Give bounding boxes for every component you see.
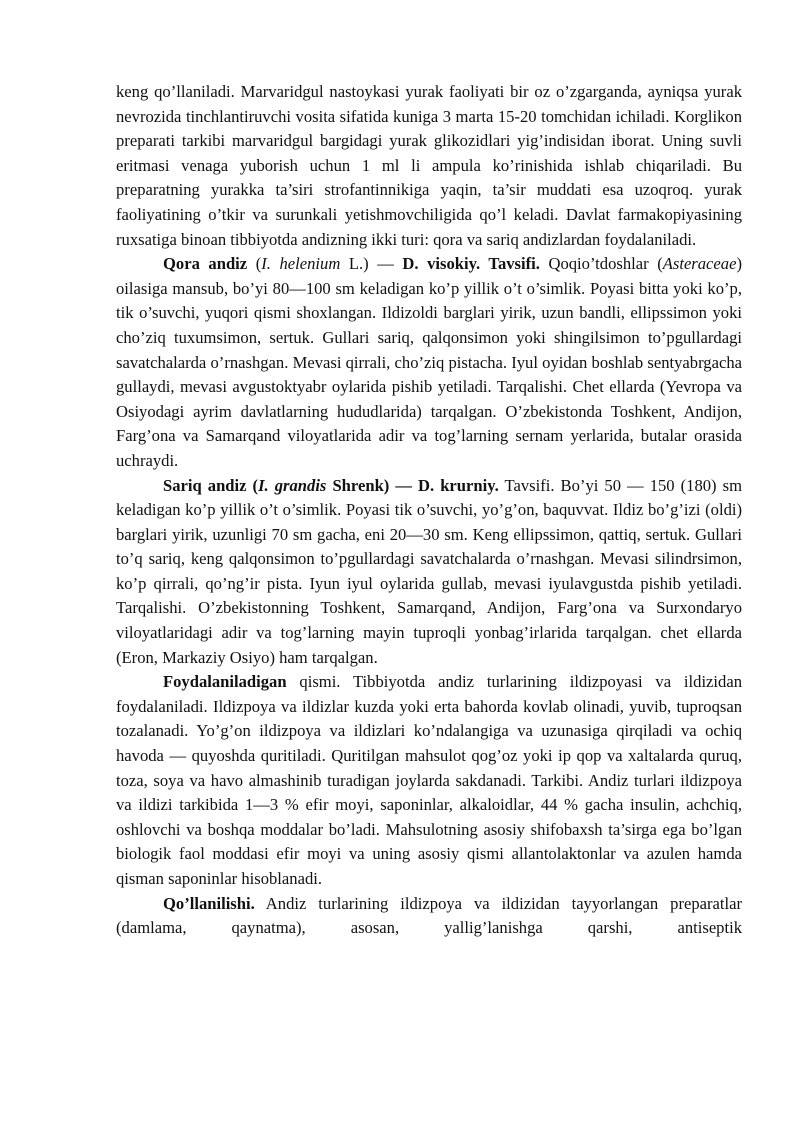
text-run: ( [247, 254, 262, 274]
paragraph-qora-andiz [116, 252, 742, 473]
paragraph-sariq-andiz [116, 474, 742, 671]
paragraph-foydalaniladigan-qismi [116, 670, 742, 891]
text-run: Sariq andiz ( [163, 475, 259, 495]
text-run: Foydalaniladigan [163, 672, 287, 692]
text-run: qismi. Tibbiyotda andiz turlarining ildizpoyasi va ildizidan foydalaniladi. Ildizpoya va ildizlar kuzda yoki erta bahorda kovlab olinadi, yuvib, tuproqsan tozalanadi. Yo’g’on ildizpoya va ildizlari ko’ndalangiga va uzunasiga qirqiladi va ochiq havoda — quyoshda quritiladi. Quritilgan mahsulot qog’oz yoki ip qop va xaltalarda quruq, toza, soya va havo almashinib turadigan joylarda sakdanadi. Tarkibi. Andiz turlari ildizpoya va ildizi tarkibida 1—3 % efir moyi, saponinlar, alkaloidlar, 44 % gacha insulin, achchiq, oshlovchi va boshqa moddalar bo’ladi. Mahsulotning asosiy shifobaxsh ta’sirga ega bo’lgan biologik faol moddasi efir moyi va uning asosiy qismi allantolaktonlar va azulen hamda qisman saponinlar hisoblanadi. [116, 672, 742, 888]
text-run: Qo’llanilishi. [163, 893, 255, 913]
text-run: Andiz turlarining ildizpoya va ildizidan tayyorlangan preparatlar (damlama, qaynatma), asosan, yallig’lanishga qarshi, antiseptik [116, 893, 742, 938]
text-run: D. visokiy. Tavsifi. [402, 254, 540, 274]
text-run: Qoqio’tdoshlar ( [539, 254, 663, 274]
text-run: I. grandis [258, 475, 327, 495]
text-run: L.) — [340, 254, 403, 274]
text-run: Asteraceae [662, 254, 737, 274]
text-run: I. helenium [261, 254, 341, 274]
document-page [116, 80, 742, 941]
text-run: ) oilasiga mansub, bo’yi 80—100 sm keladigan ko’p yillik o’t o’simlik. Poyasi bitta yoki ko’p, tik o’suvchi, yuqori qismi shoxlangan. Ildizoldi barglari yirik, uzun bandli, ellipssimon yoki cho’ziq tuxumsimon, sertuk. Gullari sariq, qalqonsimon yoki shingilsimon to’pgullardagi savatchalarda o’rnashgan. Mevasi qirrali, cho’ziq pistacha. Iyul oyidan boshlab sentyabrgacha gullaydi, mevasi avgustoktyabr oylarida pishib yetiladi. Tarqalishi. Chet ellarda (Yevropa va Osiyodagi ayrim davlatlarning hududlarida) tarqalgan. O’zbekistonda Toshkent, Andijon, Farg’ona va Samarqand viloyatlarida adir va tog’larning sernam yerlarida, butalar orasida uchraydi. [116, 254, 742, 470]
text-run: Tavsifi. Bo’yi 50 — 150 (180) sm keladigan ko’p yillik o’t o’simlik. Poyasi tik o’suvchi, yo’g’on, baquvvat. Ildiz bo’g’izi (oldi) barglari yirik, uzunligi 70 sm gacha, eni 20—30 sm. Keng ellipssimon, qattiq, sertuk. Gullari to’q sariq, keng qalqonsimon to’pgullardagi savatchalarda o’rnashgan. Mevasi silindrsimon, ko’p qirrali, qo’ng’ir pista. Iyun iyul oylarida gullab, mevasi iyulavgustda pishib yetiladi. Tarqalishi. O’zbekistonning Toshkent, Samarqand, Andijon, Farg’ona va Surxondaryo viloyatlaridagi adir va tog’larning mayin tuproqli yonbag’irlarida tarqalgan. chet ellarda (Eron, Markaziy Osiyo) ham tarqalgan. [116, 475, 742, 667]
text-run: Qora andiz [163, 254, 248, 274]
text-run: keng qo’llaniladi. Marvaridgul nastoykasi yurak faoliyati bir oz o’zgarganda, ayniqsa yurak nevrozida tinchlantiruvchi vosita sifatida kuniga 3 marta 15-20 tomchidan ichiladi. Korglikon preparati tarkibi marvaridgul bargidagi yurak glikozidlari yig’indisidan iborat. Uning suvli eritmasi venaga yuborish uchun 1 ml li ampula ko’rinishida ishlab chiqariladi. Bu preparatning yurakka ta’siri strofantinnikiga yaqin, ta’sir muddati esa uzoqroq. yurak faoliyatining o’tkir va surunkali yetishmovchiligida qo’l keladi. Davlat farmakopiyasining ruxsatiga binoan tibbiyotda andizning ikki turi: qora va sariq andizlardan foydalaniladi. [116, 82, 742, 249]
text-run: Shrenk) — D. krurniy. [326, 475, 499, 495]
paragraph-qollanilishi [116, 892, 742, 941]
paragraph-marvaridgul-usage [116, 80, 742, 252]
